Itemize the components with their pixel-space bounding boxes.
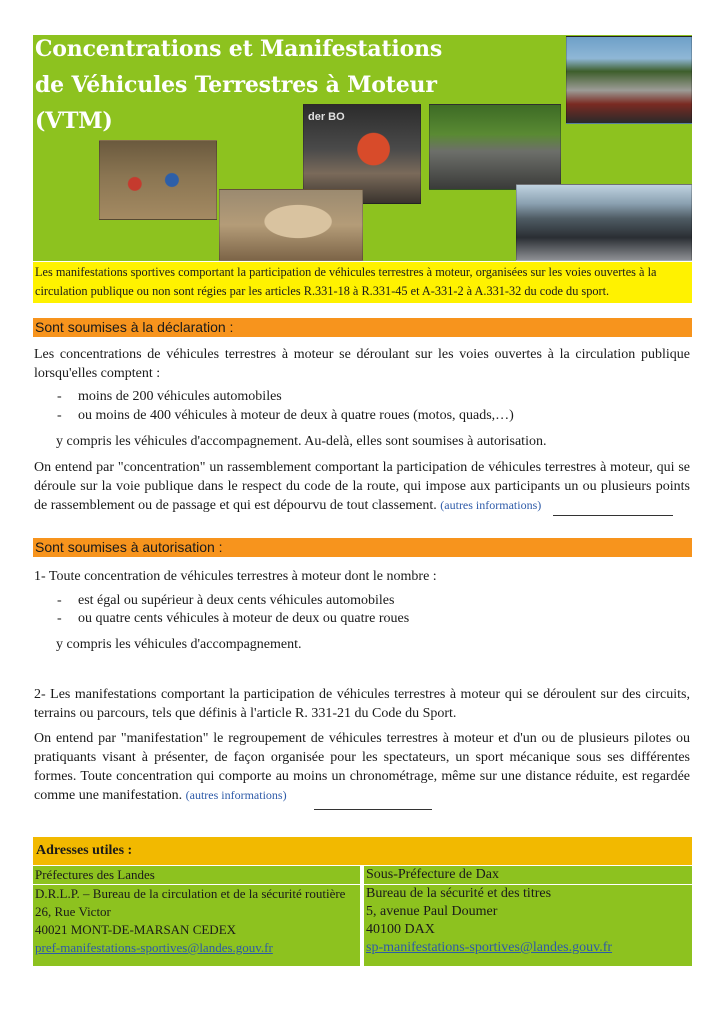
- declaration-more-link[interactable]: (autres informations): [440, 498, 542, 512]
- declaration-definition: On entend par "concentration" un rassemblement comportant la participation de véhicules terrestres à moteur, qui se déroule sur la voie publique dans le respect du code de la route, qui impose aux participants un ou plusieurs points de rassemblement ou de passage et qui est dépourvu de tout classement.: [34, 460, 690, 513]
- address-name: Sous-Préfecture de Dax: [364, 866, 692, 885]
- autorisation-text: [34, 729, 690, 805]
- declaration-bullet-2: - ou moins de 400 véhicules à moteur de deux à quatre roues (motos, quads,…): [57, 408, 514, 423]
- address-email-link[interactable]: pref-manifestations-sportives@landes.gouv.fr: [35, 940, 273, 955]
- address-prefecture: [33, 866, 360, 966]
- addresses-heading: Adresses utiles :: [33, 837, 692, 865]
- title-line-1: Concentrations et Manifestations: [35, 36, 443, 62]
- address-sous-prefecture: [364, 866, 692, 966]
- bullet-text: moins de 200 véhicules automobiles: [78, 389, 282, 404]
- divider-line: [553, 515, 673, 516]
- bullet-text: ou moins de 400 véhicules à moteur de deux à quatre roues (motos, quads,…): [78, 408, 514, 423]
- address-service: Bureau de la sécurité et des titres: [366, 886, 552, 901]
- address-name: Préfectures des Landes: [33, 866, 360, 885]
- autorisation-heading: Sont soumises à autorisation :: [33, 538, 692, 557]
- photo-classic-cars: [566, 36, 692, 124]
- autorisation-more-link[interactable]: (autres informations): [185, 788, 287, 802]
- photo-motorcycles-parade: [516, 184, 692, 261]
- address-street: 26, Rue Victor: [35, 904, 111, 919]
- declaration-bullet-1: - moins de 200 véhicules automobiles: [57, 389, 282, 404]
- title-line-3: (VTM): [35, 108, 113, 134]
- autorisation-bullet-1: - est égal ou supérieur à deux cents véhicules automobiles: [57, 593, 395, 608]
- autorisation-item-1: 1- Toute concentration de véhicules terrestres à moteur dont le nombre :: [34, 569, 437, 584]
- address-email-link[interactable]: sp-manifestations-sportives@landes.gouv.fr: [366, 940, 613, 955]
- photo-motocross: [99, 140, 217, 220]
- photo-sports-cars-road: [429, 104, 561, 190]
- autorisation-definition: On entend par "manifestation" le regroupement de véhicules terrestres à moteur et d'un ou de plusieurs pilotes ou pratiquants visant à présenter, de façon organisée pour les spectateurs, un sport mécanique sous ses différentes formes. Toute concentration qui comporte au moins un chronométrage, même sur une distance réduite, est regardée comme une manifestation.: [34, 731, 690, 803]
- declaration-text-2: [34, 458, 690, 515]
- bullet-text: est égal ou supérieur à deux cents véhicules automobiles: [78, 593, 395, 608]
- bullet-text: ou quatre cents véhicules à moteur de deux ou quatre roues: [78, 611, 410, 626]
- title-line-2: de Véhicules Terrestres à Moteur: [35, 72, 437, 98]
- declaration-text-1: Les concentrations de véhicules terrestres à moteur se déroulant sur les voies ouvertes à la circulation publique lorsqu'elles comptent :: [34, 347, 690, 381]
- address-service: D.R.L.P. – Bureau de la circulation et de la sécurité routière: [35, 886, 346, 901]
- intro-text: Les manifestations sportives comportant la participation de véhicules terrestres à moteur, organisées sur les voies ouvertes à la circulation publique ou non sont régies par les articles R.331-18 à R.331-45 et A-331-2 à A.331-32 du code du sport.: [33, 262, 692, 303]
- declaration-heading: Sont soumises à la déclaration :: [33, 318, 692, 337]
- declaration-note: y compris les véhicules d'accompagnement. Au-delà, elles sont soumises à autorisation.: [56, 434, 547, 449]
- autorisation-item-2: 2- Les manifestations comportant la participation de véhicules terrestres à moteur qui se déroulent sur des circuits, terrains ou parcours, tels que définis à l'article R. 331-21 du Code du Sport.: [34, 687, 690, 721]
- autorisation-bullet-2: - ou quatre cents véhicules à moteur de deux ou quatre roues: [57, 611, 410, 626]
- address-city: 40100 DAX: [366, 922, 435, 937]
- divider-line: [314, 809, 432, 810]
- kart-sign-text: der BO: [308, 111, 345, 123]
- address-street: 5, avenue Paul Doumer: [366, 904, 498, 919]
- photo-rally-car: [219, 189, 363, 261]
- autorisation-note: y compris les véhicules d'accompagnement.: [56, 637, 302, 652]
- address-city: 40021 MONT-DE-MARSAN CEDEX: [35, 922, 237, 937]
